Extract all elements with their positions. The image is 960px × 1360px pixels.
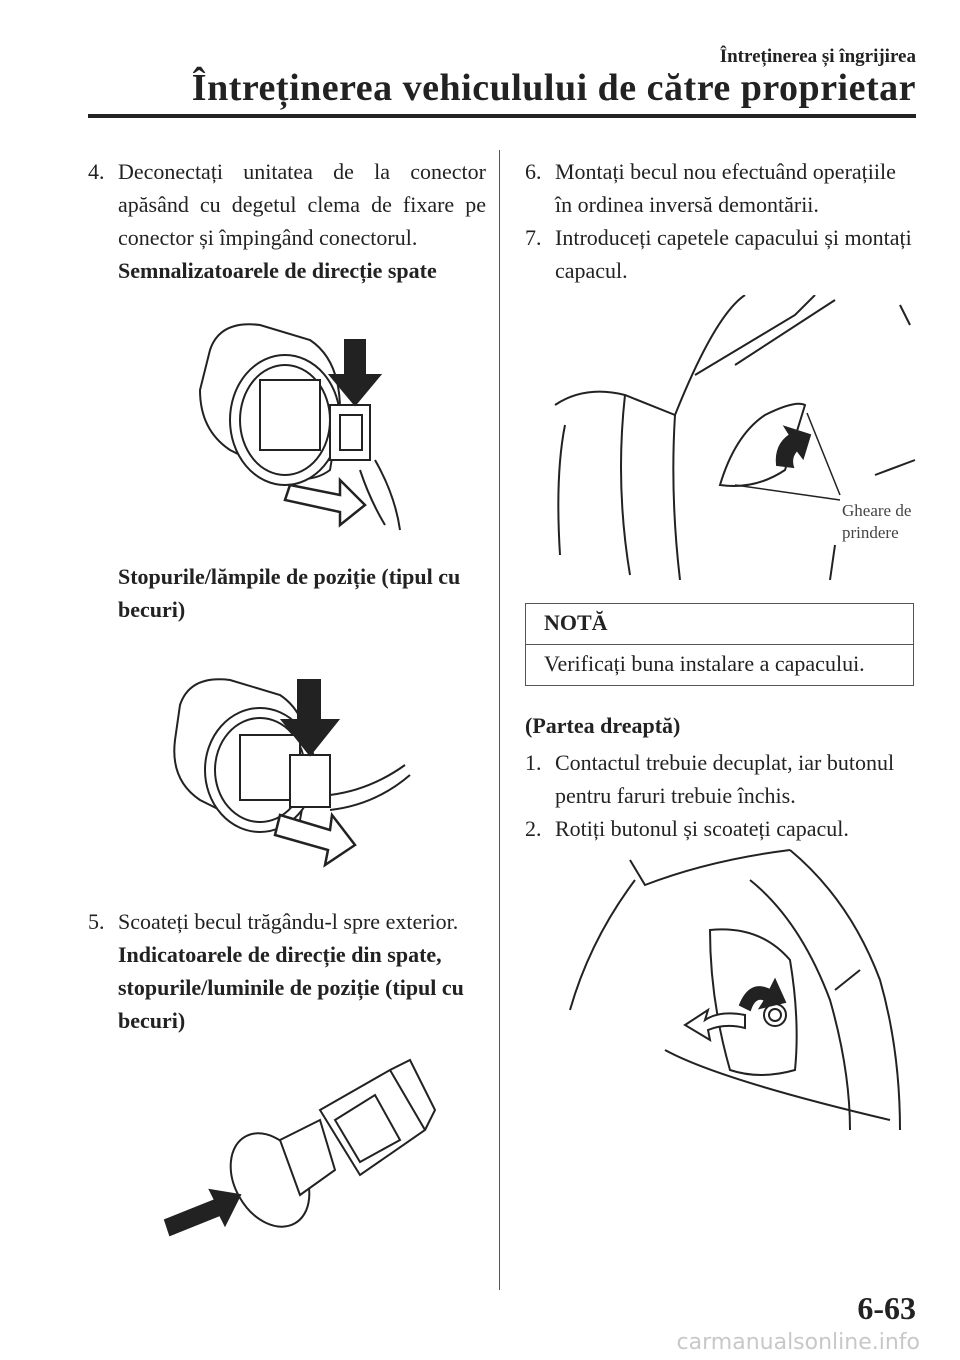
step-number: 4. <box>88 159 105 184</box>
step-text: Introduceți capetele capacului și montați capacul. <box>555 225 912 283</box>
step-5 <box>88 905 486 938</box>
step-text: Montați becul nou efectuând operațiile în ordinea inversă demontării. <box>555 159 896 217</box>
section-right-side: (Partea dreaptă) <box>525 713 681 738</box>
left-column-c <box>88 905 486 1037</box>
step-number: 6. <box>525 159 542 184</box>
watermark: carmanualsonline.info <box>676 1330 920 1355</box>
note-body: Verificați buna instalare a capacului. <box>544 651 865 676</box>
step-7 <box>525 221 917 287</box>
left-column-b <box>88 560 486 626</box>
header-section: Întreținerea și îngrijirea <box>719 46 916 67</box>
subheading-step-5: Indicatoarele de direcție din spate, stopurile/luminile de poziție (tipul cu becuri) <box>118 942 464 1033</box>
note-box <box>525 603 914 686</box>
figure-label-claws: Gheare de prindere <box>842 501 912 542</box>
column-divider <box>499 150 500 1290</box>
right-column <box>525 155 917 287</box>
subheading-turn-rear: Semnalizatoarele de direcție spate <box>118 258 437 283</box>
right-column-b <box>525 746 917 845</box>
step-number: 2. <box>525 816 542 841</box>
figure-cover-removal <box>560 840 920 1130</box>
page-title: Întreținerea vehiculului de către proprietar <box>191 67 916 109</box>
step-text: Rotiți butonul și scoateți capacul. <box>555 816 849 841</box>
step-text: Scoateți becul trăgându-l spre exterior. <box>118 909 459 934</box>
step-text: Deconectați unitatea de la conector apăsând cu degetul clema de fixare pe conector și împingând conectorul. <box>118 159 486 250</box>
right-step-1 <box>525 746 917 812</box>
subheading-stop-position: Stopurile/lămpile de poziție (tipul cu becuri) <box>118 564 461 622</box>
header-rule <box>88 114 916 118</box>
figure-stop-lamp-connector <box>170 665 415 880</box>
step-number: 5. <box>88 909 105 934</box>
note-title: NOTĂ <box>526 604 913 645</box>
left-column <box>88 155 486 287</box>
step-6 <box>525 155 917 221</box>
step-4 <box>88 155 486 254</box>
figure-turn-signal-connector <box>190 300 410 535</box>
step-text: Contactul trebuie decuplat, iar butonul pentru faruri trebuie închis. <box>555 750 895 808</box>
step-number: 1. <box>525 750 542 775</box>
figure-bulb-removal <box>160 1050 440 1250</box>
step-number: 7. <box>525 225 542 250</box>
page-number: 6-63 <box>857 1290 916 1326</box>
